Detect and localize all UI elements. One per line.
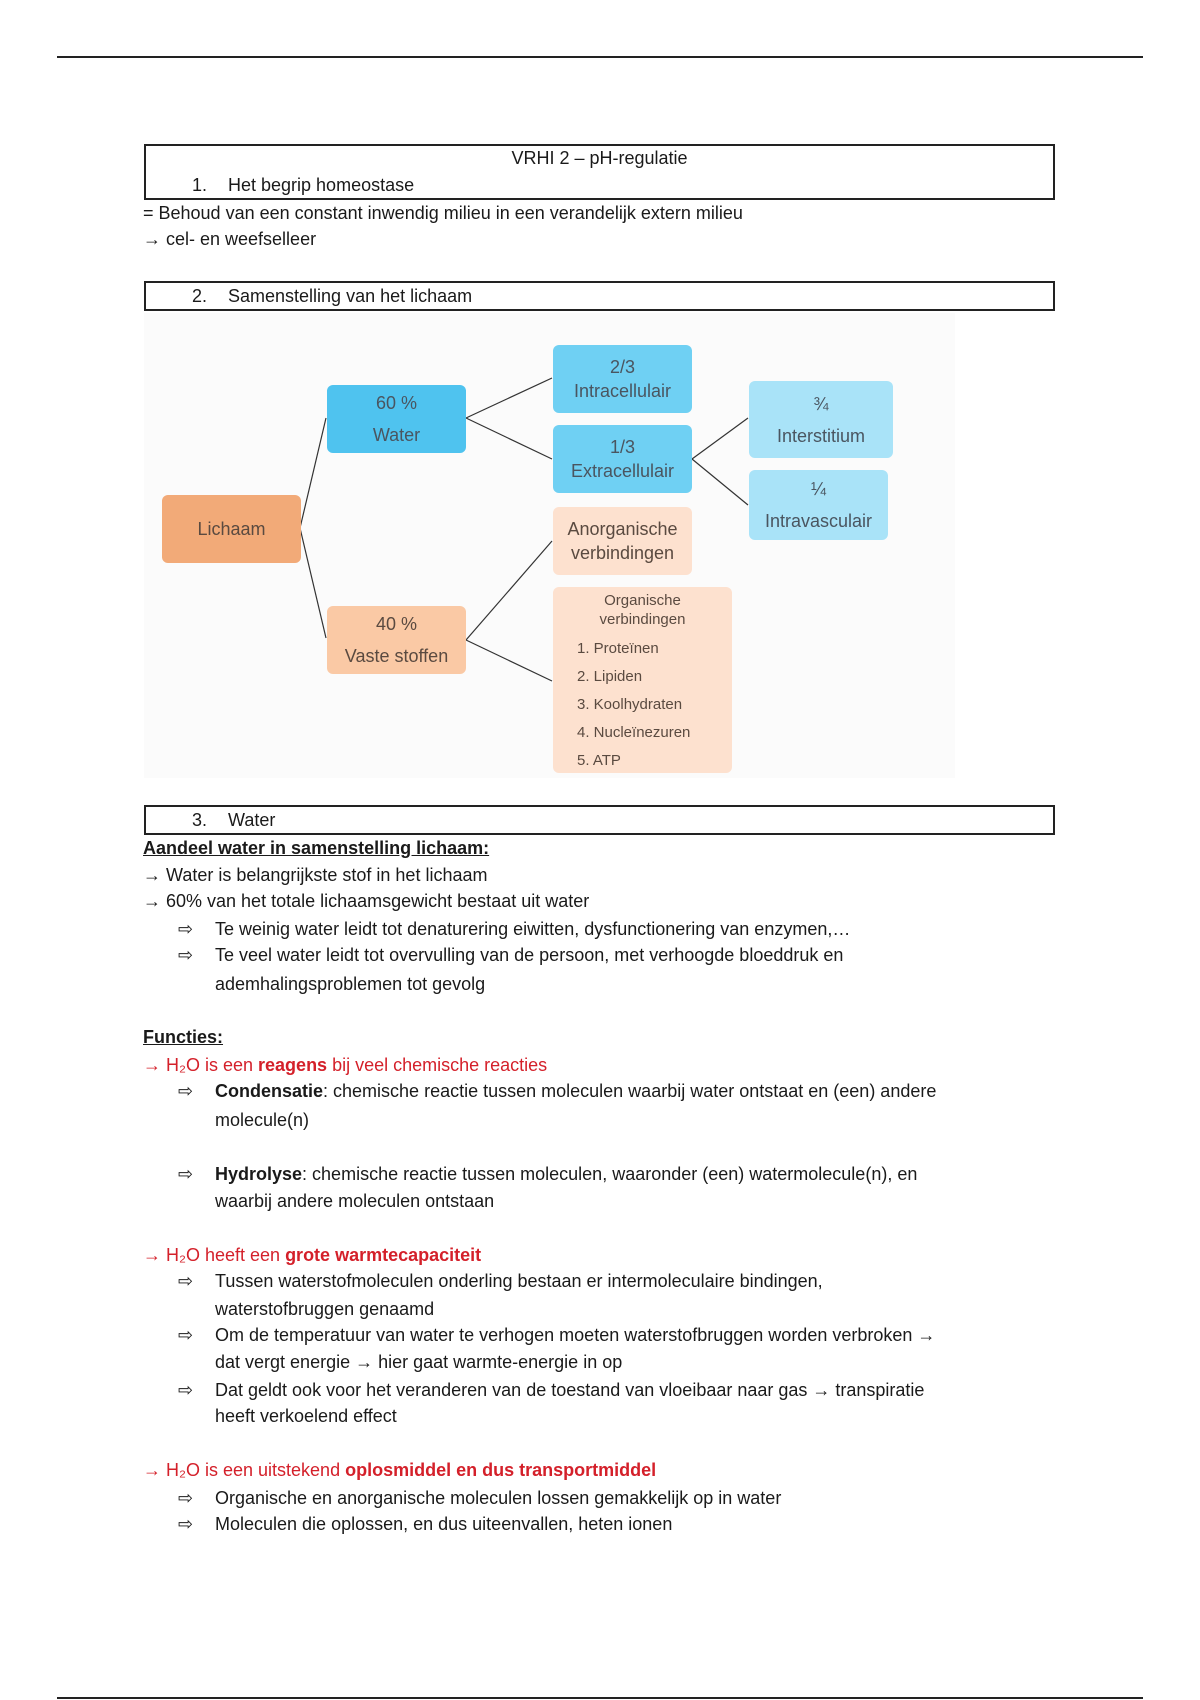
condensatie-text: : chemische reactie tussen moleculen waarbij water ontstaat en (een) andere <box>323 1081 937 1101</box>
node-anorganische-verbindingen <box>553 507 692 575</box>
document-title: VRHI 2 – pH-regulatie <box>511 148 688 168</box>
node-water-pct: 60 % <box>375 393 418 413</box>
section-2-number: 2. <box>192 286 208 306</box>
section-3-box <box>144 805 1055 835</box>
node-anorg-line2: verbindingen <box>570 543 675 563</box>
function-reagens-pre: → H₂O is een <box>143 1055 259 1075</box>
hydrolyse-bullet <box>178 1162 917 1186</box>
function-oplosmiddel <box>143 1458 656 1482</box>
water-bullet-2-text-a: Te veel water leidt tot overvulling van de persoon, met verhoogde bloeddruk en <box>215 945 844 965</box>
node-extra-frac: 1/3 <box>609 437 636 457</box>
bullet-arrow-icon: ⇨ <box>178 1514 194 1534</box>
function-warmte-bold: grote warmtecapaciteit <box>285 1245 482 1265</box>
oplos-bullet-1 <box>178 1486 781 1510</box>
connector-solid-org <box>466 640 552 681</box>
condensatie-bullet <box>178 1079 936 1103</box>
warmte-bullet-2-text: Om de temperatuur van water te verhogen moeten waterstofbruggen worden verbroken → <box>215 1325 936 1345</box>
node-org-title1: Organische <box>604 592 681 609</box>
warmte-bullet-1 <box>178 1269 823 1293</box>
connector-extra-inter <box>692 418 748 459</box>
bottom-rule <box>57 1697 1143 1699</box>
bullet-arrow-icon: ⇨ <box>178 919 194 939</box>
section-2-box <box>144 281 1055 311</box>
node-extra-label: Extracellulair <box>570 461 675 481</box>
warmte-bullet-1-continued: waterstofbruggen genaamd <box>215 1299 435 1319</box>
section-3-heading <box>192 808 275 832</box>
water-share-heading: Aandeel water in samenstelling lichaam: <box>143 838 490 858</box>
function-oplos-bold: oplosmiddel en dus transportmiddel <box>345 1460 657 1480</box>
function-warmtecapaciteit <box>143 1243 481 1267</box>
top-rule <box>57 56 1143 58</box>
water-bullet-2 <box>178 943 843 967</box>
function-reagens-bold: reagens <box>258 1055 328 1075</box>
functies-heading: Functies: <box>143 1027 224 1047</box>
section-1-heading <box>192 173 414 197</box>
connector-water-extra <box>466 418 552 459</box>
water-line-2: → 60% van het totale lichaamsgewicht bestaat uit water <box>143 891 590 911</box>
connector-root-solid <box>300 528 326 638</box>
bullet-arrow-icon: ⇨ <box>178 1380 194 1400</box>
node-water <box>327 385 466 453</box>
water-line-1: → Water is belangrijkste stof in het lichaam <box>143 865 488 885</box>
warmte-bullet-3 <box>178 1378 924 1402</box>
oplos-bullet-2-text: Moleculen die oplossen, en dus uiteenvallen, heten ionen <box>215 1514 673 1534</box>
org-item: 5. ATP <box>577 752 621 769</box>
org-item: 1. Proteïnen <box>577 640 659 657</box>
node-inter-frac: ¾ <box>813 393 829 414</box>
water-bullet-1 <box>178 917 850 941</box>
hydrolyse-term: Hydrolyse <box>215 1164 303 1184</box>
node-vasc-label: Intravasculair <box>764 511 873 531</box>
section-3-title: Water <box>228 810 276 830</box>
bullet-arrow-icon: ⇨ <box>178 1325 194 1345</box>
bullet-arrow-icon: ⇨ <box>178 1081 194 1101</box>
water-bullet-2-continued: ademhalingsproblemen tot gevolg <box>215 974 486 994</box>
section-1-box <box>144 144 1055 200</box>
node-lichaam-label: Lichaam <box>197 519 266 539</box>
node-intravasculair <box>749 470 888 540</box>
node-solid-label: Vaste stoffen <box>344 646 449 666</box>
oplos-bullet-1-text: Organische en anorganische moleculen lossen gemakkelijk op in water <box>215 1488 782 1508</box>
bullet-arrow-icon: ⇨ <box>178 945 194 965</box>
condensatie-term: Condensatie <box>215 1081 324 1101</box>
section-1-title: Het begrip homeostase <box>228 175 415 195</box>
body-composition-diagram <box>144 313 955 778</box>
function-warmte-pre: → H₂O heeft een <box>143 1245 286 1265</box>
node-organische-verbindingen <box>553 587 732 773</box>
node-lichaam <box>162 495 301 563</box>
org-item: 4. Nucleïnezuren <box>577 724 691 741</box>
section-2-title: Samenstelling van het lichaam <box>228 286 473 306</box>
homeostase-definition: = Behoud van een constant inwendig milieu in een verandelijk extern milieu <box>143 203 743 223</box>
section-1-number: 1. <box>192 175 208 195</box>
hydrolyse-continued: waarbij andere moleculen ontstaan <box>215 1191 495 1211</box>
bullet-arrow-icon: ⇨ <box>178 1488 194 1508</box>
connector-extra-vasc <box>692 459 748 505</box>
water-bullet-1-text: Te weinig water leidt tot denaturering eiwitten, dysfunctionering van enzymen,… <box>215 919 851 939</box>
node-intra-frac: 2/3 <box>609 357 636 377</box>
node-extracellulair <box>553 425 692 493</box>
node-water-label: Water <box>372 425 421 445</box>
node-vaste-stoffen <box>327 606 466 674</box>
function-reagens <box>143 1053 547 1077</box>
function-reagens-post: bij veel chemische reacties <box>327 1055 548 1075</box>
bullet-arrow-icon: ⇨ <box>178 1271 194 1291</box>
warmte-bullet-1-text: Tussen waterstofmoleculen onderling bestaan er intermoleculaire bindingen, <box>215 1271 823 1291</box>
node-inter-label: Interstitium <box>776 425 866 446</box>
connector-solid-anorg <box>466 541 552 640</box>
warmte-bullet-2-continued: dat vergt energie → hier gaat warmte-energie in op <box>215 1352 623 1372</box>
warmte-bullet-3-text: Dat geldt ook voor het veranderen van de toestand van vloeibaar naar gas → transpiratie <box>215 1380 925 1400</box>
section-2-heading <box>192 284 472 308</box>
org-item: 3. Koolhydraten <box>577 696 683 713</box>
node-intra-label: Intracellulair <box>573 381 672 401</box>
node-org-title2: verbindingen <box>599 611 686 628</box>
warmte-bullet-2 <box>178 1323 935 1347</box>
hydrolyse-text: : chemische reactie tussen moleculen, waaronder (een) watermolecule(n), en <box>302 1164 918 1184</box>
bullet-arrow-icon: ⇨ <box>178 1164 194 1184</box>
node-anorg-line1: Anorganische <box>567 519 678 539</box>
node-intracellulair <box>553 345 692 413</box>
section-3-number: 3. <box>192 810 208 830</box>
oplos-bullet-2 <box>178 1512 672 1536</box>
function-oplos-pre: → H₂O is een uitstekend <box>143 1460 346 1480</box>
condensatie-continued: molecule(n) <box>215 1110 310 1130</box>
node-vasc-frac: ¼ <box>810 479 826 499</box>
connector-root-water <box>300 418 326 528</box>
homeostase-arrow-line: → cel- en weefselleer <box>143 229 317 249</box>
warmte-bullet-3-continued: heeft verkoelend effect <box>215 1406 397 1426</box>
org-item: 2. Lipiden <box>577 668 643 685</box>
org-items-list <box>577 635 690 775</box>
connector-water-intra <box>466 378 552 418</box>
node-solid-pct: 40 % <box>375 614 418 634</box>
node-interstitium <box>749 381 893 458</box>
